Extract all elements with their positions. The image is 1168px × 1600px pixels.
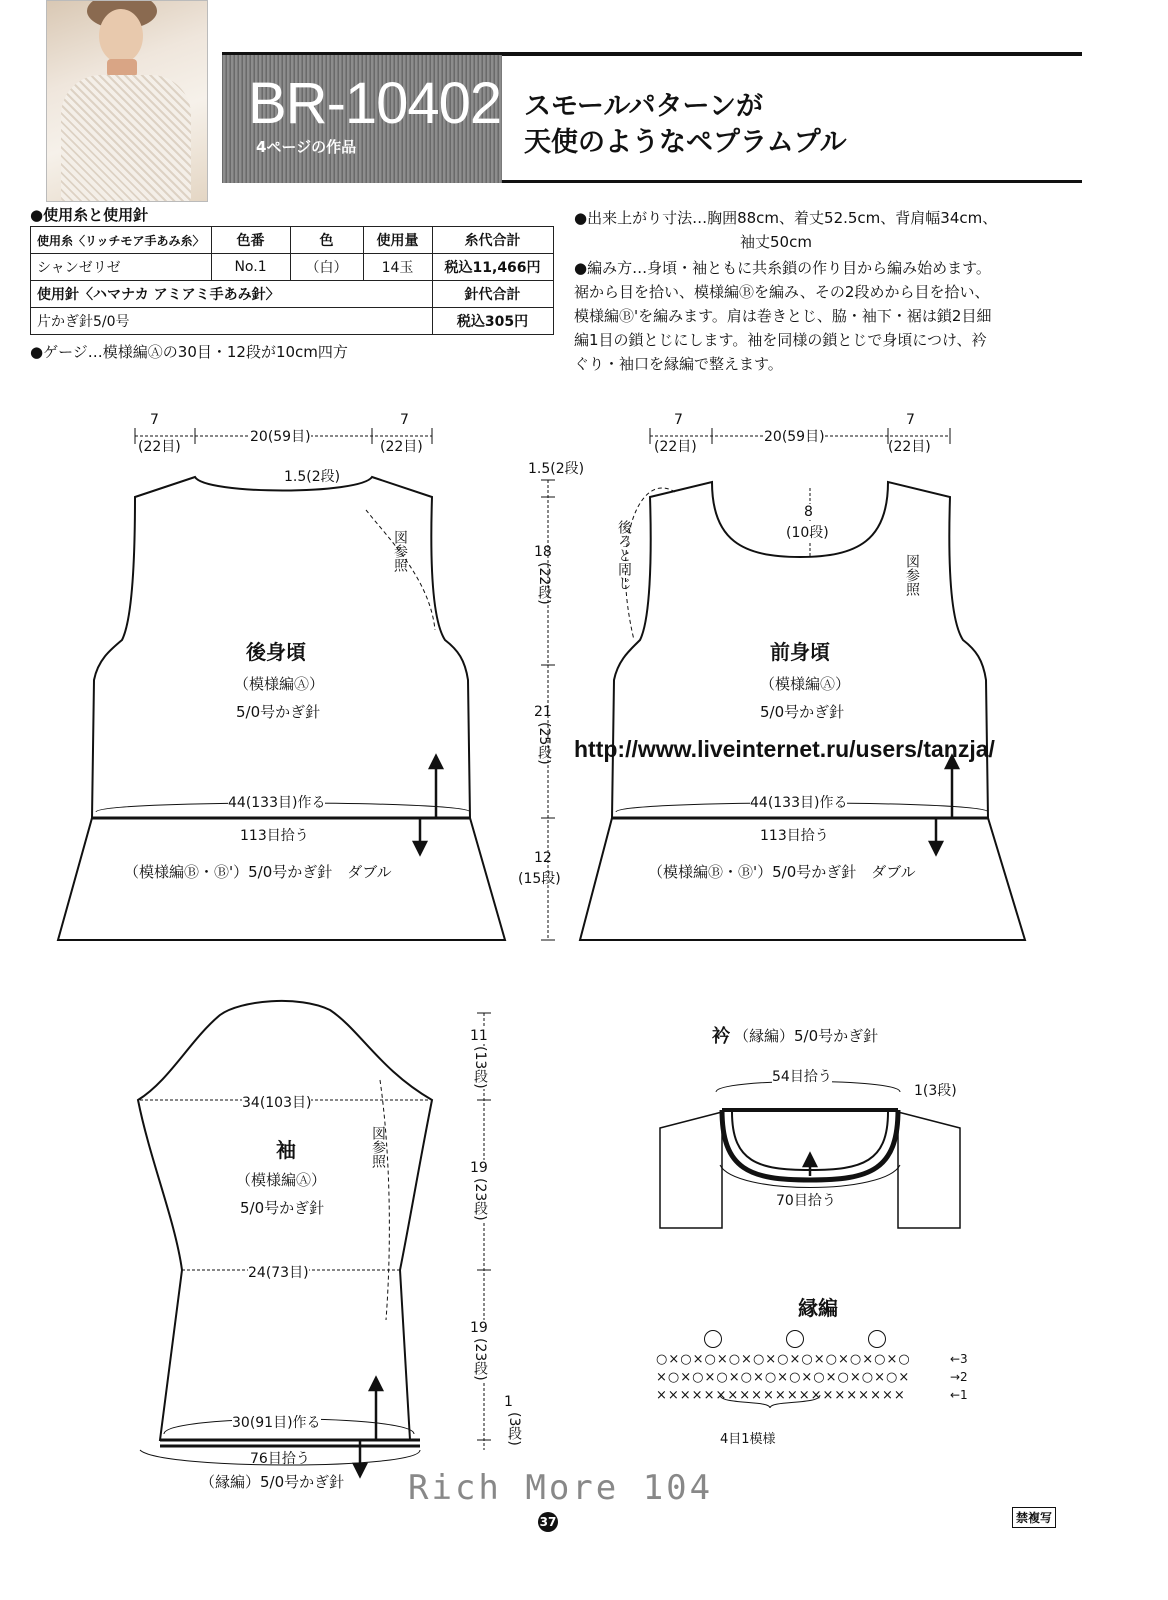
front-pattern: （模様編Ⓐ） [760, 675, 851, 693]
method-line-4: 編1目の鎖とじにします。袖を同様の鎖とじで身頃につけ、衿 [574, 331, 987, 349]
yarn-header-color: 色 [290, 227, 363, 254]
page-number: 37 [538, 1512, 558, 1532]
picot-symbol [786, 1330, 804, 1348]
side-dim-1: 1.5(2段) [528, 461, 585, 477]
source-url: http://www.liveinternet.ru/users/tanzja/ [574, 736, 995, 762]
sleeve-edge-pattern: （縁編）5/0号かぎ針 [200, 1473, 345, 1491]
sleeve-pattern: （模様編Ⓐ） [236, 1171, 327, 1189]
sleeve-mid-width: 24(73目) [248, 1262, 309, 1282]
title-line-2: 天使のようなペプラムプル [524, 127, 847, 158]
back-width-left-stitches: (22目) [138, 439, 181, 455]
edging-repeat: 4目1模様 [720, 1432, 776, 1447]
sleeve-dim-3b: (23段) [472, 1338, 488, 1381]
gauge: ●ゲージ…模様編Ⓐの30目・12段が10cm四方 [30, 343, 348, 361]
sleeve-dim-2b: (23段) [472, 1178, 488, 1221]
collar-rows: 1(3段) [914, 1083, 957, 1099]
sleeve-top-width: 34(103目) [242, 1092, 311, 1112]
sleeve-dim-3a: 19 [470, 1320, 488, 1336]
sleeve-dim-2a: 19 [470, 1160, 488, 1176]
method-line-2: 裾から目を拾い、模様編Ⓑを編み、その2段めから目を拾い、 [574, 283, 990, 301]
collar-subtitle: （縁編）5/0号かぎ針 [734, 1027, 879, 1045]
side-dim-4a: 12 [534, 850, 552, 866]
needle-cost: 税込305円 [432, 308, 553, 335]
front-neck-depth-cm: 8 [804, 504, 813, 520]
front-width-middle: 20(59目) [764, 426, 825, 446]
size-line-2: 袖丈50cm [740, 233, 812, 251]
yarn-color: （白） [290, 254, 363, 281]
side-dim-2a: 18 [534, 544, 552, 560]
needle-header-cost: 針代合計 [432, 281, 553, 308]
back-see-diagram: 図参照 [392, 530, 408, 572]
sleeve-outline [138, 1001, 432, 1440]
side-dim-3b: (25段) [536, 722, 552, 765]
yarn-number: No.1 [211, 254, 290, 281]
title-line-1: スモールパターンが [524, 91, 763, 122]
front-width-left: 7 [674, 412, 683, 428]
back-cast-on: 44(133目)作る [228, 792, 325, 812]
yarn-header-name: 使用糸〈リッチモア手あみ糸〉 [31, 227, 212, 254]
sleeve-pick-up: 76目拾う [250, 1451, 310, 1467]
front-width-right-stitches: (22目) [888, 439, 931, 455]
picot-symbol [868, 1330, 886, 1348]
edging-row-2: ×○×○×○×○×○×○×○×○×○×○× [656, 1370, 911, 1385]
back-neck-depth: 1.5(2段) [284, 469, 341, 485]
method-line-1: ●編み方…身頃・袖ともに共糸鎖の作り目から編み始めます。 [574, 259, 991, 277]
magazine-name: Rich More 104 [408, 1468, 714, 1508]
front-same-as-back: 後ろと同じ [616, 520, 632, 590]
yarn-header-cost: 糸代合計 [432, 227, 553, 254]
back-width-right: 7 [400, 412, 409, 428]
front-width-right: 7 [906, 412, 915, 428]
collar-body-outline [660, 1112, 722, 1228]
back-width-right-stitches: (22目) [380, 439, 423, 455]
sleeve-cast-on: 30(91目)作る [232, 1412, 321, 1432]
front-neck-depth-rows: (10段) [786, 522, 829, 542]
edging-row-1: ××××××××××××××××××××× [656, 1388, 906, 1403]
back-hook: 5/0号かぎ針 [236, 703, 321, 721]
back-width-left: 7 [150, 412, 159, 428]
front-hook: 5/0号かぎ針 [760, 703, 845, 721]
collar-bottom-pick: 70目拾う [776, 1190, 836, 1210]
sleeve-dim-1b: (13段) [472, 1046, 488, 1089]
needle-name: 片かぎ針5/0号 [31, 308, 433, 335]
side-dim-2b: (22段) [536, 562, 552, 605]
edging-title: 縁編 [798, 1296, 838, 1320]
sleeve-dim-1a: 11 [470, 1028, 488, 1044]
front-bodice-title: 前身頃 [770, 640, 830, 664]
sleeve-hook: 5/0号かぎ針 [240, 1199, 325, 1217]
size-line-1: ●出来上がり寸法…胸囲88cm、着丈52.5cm、背肩幅34cm、 [574, 209, 998, 227]
edging-row-2-label: →2 [950, 1370, 968, 1384]
yarn-cost: 税込11,466円 [432, 254, 553, 281]
collar-top-pick: 54目拾う [772, 1066, 832, 1086]
copyright-stamp: 禁複写 [1012, 1507, 1056, 1528]
sleeve-see-diagram: 図参照 [370, 1126, 386, 1168]
edging-row-3: ○×○×○×○×○×○×○×○×○×○×○ [656, 1352, 911, 1367]
back-pick-up: 113目拾う [240, 825, 309, 845]
yarn-name: シャンゼリゼ [31, 254, 212, 281]
front-peplum-pattern: （模様編Ⓑ・Ⓑ'）5/0号かぎ針 ダブル [648, 863, 916, 881]
front-width-left-stitches: (22目) [654, 439, 697, 455]
yarn-header-number: 色番 [211, 227, 290, 254]
back-width-middle: 20(59目) [250, 426, 311, 446]
back-pattern: （模様編Ⓐ） [234, 675, 325, 693]
back-peplum-pattern: （模様編Ⓑ・Ⓑ'）5/0号かぎ針 ダブル [124, 863, 392, 881]
materials-heading: ●使用糸と使用針 [30, 206, 149, 224]
needle-header-name: 使用針〈ハマナカ アミアミ手あみ針〉 [31, 281, 433, 308]
page-reference: 4ページの作品 [256, 138, 357, 156]
sleeve-dim-4a: 1 [504, 1394, 513, 1410]
back-bodice-title: 後身頃 [246, 640, 306, 664]
collar-title: 衿 [712, 1026, 730, 1047]
sleeve-title: 袖 [276, 1138, 296, 1162]
method-line-3: 模様編Ⓑ'を編みます。肩は巻きとじ、脇・袖下・裾は鎖2目細 [574, 307, 992, 325]
method-line-5: ぐり・袖口を縁編で整えます。 [574, 355, 783, 373]
yarn-header-amount: 使用量 [363, 227, 432, 254]
edging-row-1-label: ←1 [950, 1388, 968, 1402]
front-see-diagram: 図参照 [904, 554, 920, 596]
picot-symbol [704, 1330, 722, 1348]
pattern-code: BR-10402 [248, 71, 502, 136]
sleeve-dim-4b: (3段) [506, 1412, 522, 1446]
side-dim-3a: 21 [534, 704, 552, 720]
edging-row-3-label: ←3 [950, 1352, 968, 1366]
side-dim-4b: (15段) [518, 871, 561, 887]
front-cast-on: 44(133目)作る [750, 792, 847, 812]
front-pick-up: 113目拾う [760, 825, 829, 845]
yarn-amount: 14玉 [363, 254, 432, 281]
